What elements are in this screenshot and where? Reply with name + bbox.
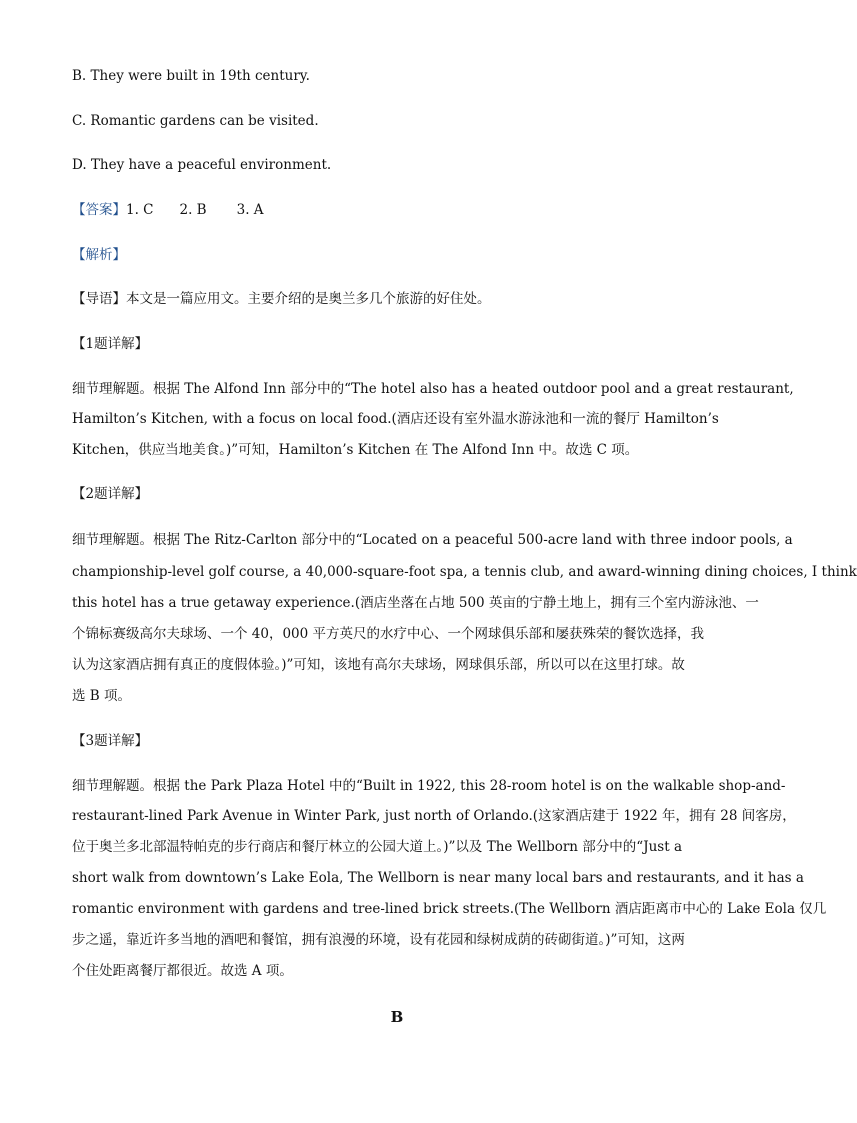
q3-line-4: short walk from downtown’s Lake Eola, The Wellborn is near many local bars and restaurants, and it has a (72, 870, 804, 886)
q2-line-4: 个锦标赛级高尔夫球场、一个 40，000 平方英尺的水疗中心、一个网球俱乐部和屡获殊荣的餐饮选择，我 (72, 626, 705, 642)
intro-line (72, 291, 732, 307)
intro-text: 本文是一篇应用文。主要介绍的是奥兰多几个旅游的好住处。 (126, 291, 491, 307)
q2-line-2: championship-level golf course, a 40,000-square-foot spa, a tennis club, and award-winning dining choices, I think (72, 564, 857, 580)
q3-line-1: 细节理解题。根据 the Park Plaza Hotel 中的“Built in 1922, this 28-room hotel is on the walkable shop-and- (72, 778, 786, 794)
answer-line (72, 202, 732, 218)
q3-line-6: 步之遥，靠近许多当地的酒吧和餐馆，拥有浪漫的环境，设有花园和绿树成荫的砖砌街道。)”可知，这两 (72, 932, 685, 948)
q3-line-3: 位于奥兰多北部温特帕克的步行商店和餐厅林立的公园大道上。)”以及 The Wellborn 部分中的“Just a (72, 839, 682, 855)
answer-item-2: 2. B (179, 202, 207, 218)
answer-item-3: 3. A (236, 202, 264, 218)
option-c: C. Romantic gardens can be visited. (72, 113, 319, 129)
q1-label: 【1题详解】 (72, 336, 149, 352)
answer-item-1: 1. C (126, 202, 154, 218)
q1-line-3: Kitchen，供应当地美食。)”可知，Hamilton’s Kitchen 在 The Alfond Inn 中。故选 C 项。 (72, 442, 639, 458)
answer-label: 【答案】 (72, 202, 126, 218)
option-d: D. They have a peaceful environment. (72, 157, 332, 173)
q2-label: 【2题详解】 (72, 486, 149, 502)
q2-line-6: 选 B 项。 (72, 688, 132, 704)
analysis-label: 【解析】 (72, 247, 126, 263)
q2-line-1: 细节理解题。根据 The Ritz-Carlton 部分中的“Located on a peaceful 500-acre land with three indoor pools, a (72, 532, 793, 548)
q2-line-3: this hotel has a true getaway experience.(酒店坐落在占地 500 英亩的宁静土地上，拥有三个室内游泳池、一 (72, 595, 759, 611)
q1-line-1: 细节理解题。根据 The Alfond Inn 部分中的“The hotel also has a heated outdoor pool and a great restaurant, (72, 381, 794, 397)
q1-line-2: Hamilton’s Kitchen, with a focus on local food.(酒店还设有室外温水游泳池和一流的餐厅 Hamilton’s (72, 411, 719, 427)
q3-line-2: restaurant-lined Park Avenue in Winter Park, just north of Orlando.(这家酒店建于 1922 年，拥有 28 间客房， (72, 808, 796, 824)
q3-line-7: 个住处距离餐厅都很近。故选 A 项。 (72, 963, 293, 979)
section-letter: B (390, 1008, 404, 1026)
q2-line-5: 认为这家酒店拥有真正的度假体验。)”可知，该地有高尔夫球场，网球俱乐部，所以可以在这里打球。故 (72, 657, 685, 673)
intro-label: 【导语】 (72, 291, 126, 307)
q3-line-5: romantic environment with gardens and tree-lined brick streets.(The Wellborn 酒店距离市中心的 Lake Eola 仅几 (72, 901, 827, 917)
option-b: B. They were built in 19th century. (72, 68, 310, 84)
q3-label: 【3题详解】 (72, 733, 149, 749)
